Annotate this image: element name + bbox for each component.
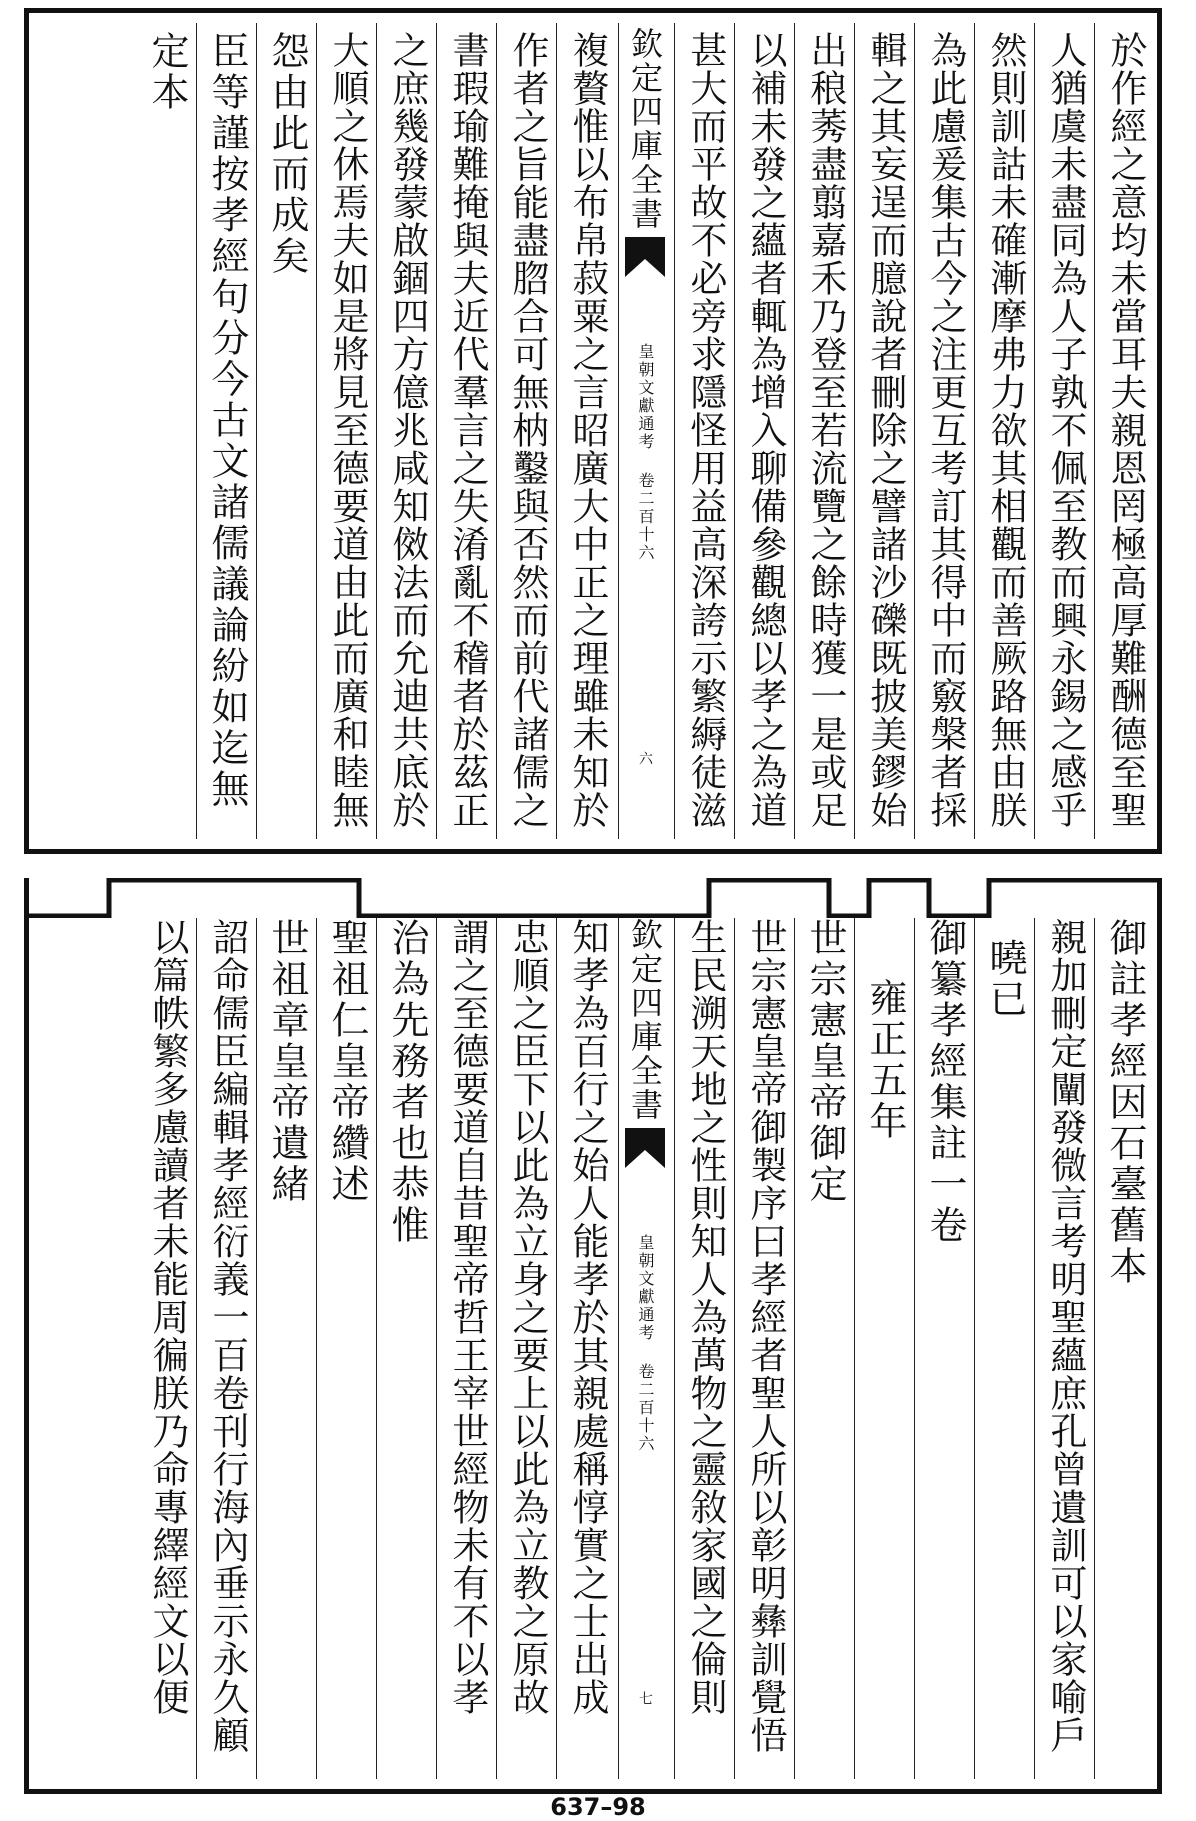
page-top-border [29, 878, 1157, 918]
text-column: 忠順之臣下以此為立身之要上以此為立教之原故 [506, 918, 549, 1716]
text-column: 生民溯天地之性則知人為萬物之靈敘家國之倫則 [684, 918, 727, 1716]
book-title: 欽定四庫全書 [626, 918, 664, 1122]
text-column: 出稂莠盡翦嘉禾乃登至若流覽之餘時獲一是或足 [804, 31, 847, 829]
text-column: 複贅惟以布帛菽粟之言昭廣大中正之理雖未知於 [566, 31, 609, 829]
text-column: 大順之休焉夫如是將見至德要道由此而廣和睦無 [326, 31, 369, 829]
text-column: 世祖章皇帝遺緒 [265, 918, 309, 1205]
center-margin [621, 27, 669, 835]
text-column: 知孝為百行之始人能孝於其親處稱惇實之士出成 [566, 918, 609, 1716]
chapter-note: 皇朝文獻通考 卷二百十六 [636, 343, 655, 562]
text-column: 以篇帙繁多慮讀者未能周徧朕乃命專繹經文以便 [146, 918, 189, 1716]
text-column: 之庶幾發蒙啟錮四方億兆咸知傚法而允迪共底於 [386, 31, 429, 829]
text-column: 聖祖仁皇帝纘述 [325, 918, 369, 1205]
top-page [24, 8, 1162, 854]
fishtail-mark-icon [625, 237, 665, 277]
center-margin [621, 918, 669, 1775]
text-column: 書瑕瑜難掩與夫近代羣言之失淆亂不稽者於茲正 [446, 31, 489, 829]
text-column: 為此慮爰集古今之注更互考訂其得中而竅槃者採 [924, 31, 967, 829]
text-column: 臣等謹按孝經句分今古文諸儒議論紛如迄無 [205, 31, 249, 810]
text-column: 定本 [145, 31, 189, 113]
leaf-number: 七 [637, 1691, 653, 1705]
text-column: 人猶虞未盡同為人子孰不佩至教而興永錫之感乎 [1044, 31, 1087, 829]
text-column: 曉已 [983, 938, 1027, 1020]
chapter-note: 皇朝文獻通考 卷二百十六 [636, 1234, 655, 1453]
text-column: 謂之至德要道自昔聖帝哲王宰世經物未有不以孝 [446, 918, 489, 1716]
text-column: 世宗憲皇帝御製序曰孝經者聖人所以彰明彝訓覺悟 [744, 918, 787, 1754]
text-column: 於作經之意均未當耳夫親恩罔極高厚難酬德至聖 [1104, 31, 1147, 829]
text-column: 怨由此而成矣 [265, 31, 309, 277]
text-column: 輯之其妄逞而臆說者刪除之譬諸沙礫既披美鏐始 [864, 31, 907, 829]
text-column: 御註孝經因石臺舊本 [1103, 918, 1147, 1287]
text-column: 作者之旨能盡脗合可無枘鑿與否然而前代諸儒之 [506, 31, 549, 829]
leaf-number: 六 [637, 751, 653, 765]
page-footer-number: 637–98 [550, 1793, 646, 1821]
text-column: 然則訓詁未確漸摩弗力欲其相觀而善厥路無由朕 [984, 31, 1027, 829]
text-column: 雍正五年 [863, 978, 907, 1142]
fishtail-mark-icon [625, 1128, 665, 1168]
text-column: 治為先務者也恭惟 [385, 918, 429, 1246]
text-column: 以補未發之蘊者輒為增入聊備參觀總以孝之為道 [744, 31, 787, 829]
text-column: 御纂孝經集註一卷 [923, 918, 967, 1246]
text-column: 世宗憲皇帝御定 [803, 918, 847, 1205]
book-title: 欽定四庫全書 [626, 27, 664, 231]
text-column: 甚大而平故不必旁求隱怪用益高深誇示繁縟徒滋 [684, 31, 727, 829]
text-column: 親加刪定闡發微言考明聖蘊庶孔曾遺訓可以家喻戶 [1044, 918, 1087, 1754]
text-column: 詔命儒臣編輯孝經衍義一百卷刊行海內垂示永久顧 [206, 918, 249, 1754]
bottom-page [24, 878, 1162, 1794]
